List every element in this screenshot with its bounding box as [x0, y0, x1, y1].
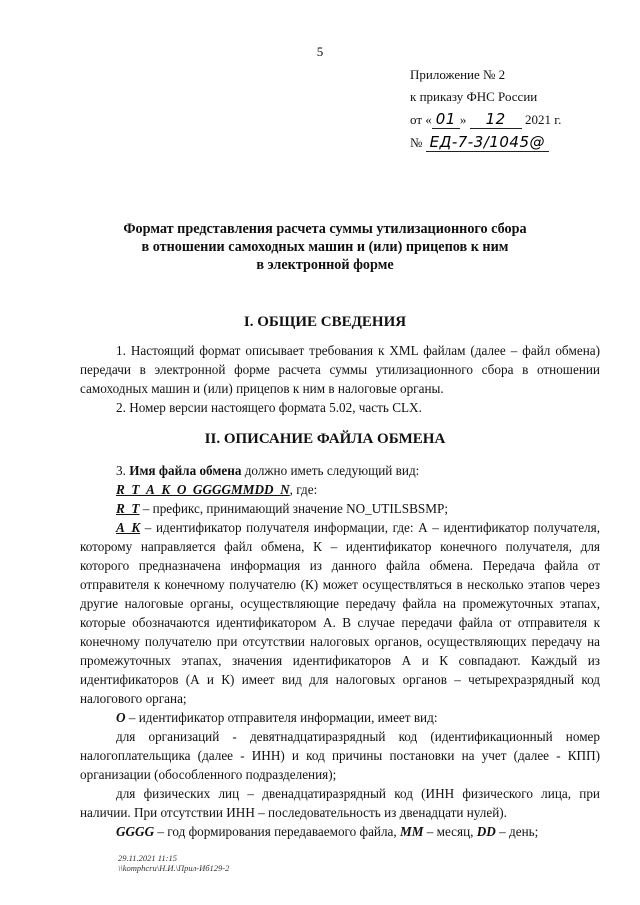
section-1-body: [80, 341, 600, 417]
file-footer: [118, 853, 229, 873]
o-label: O: [116, 710, 126, 725]
order-number-handwritten: ЕД-7-3/1045@: [426, 133, 549, 152]
ak-text: – идентификатор получателя информации, где: А – идентификатор получателя, которому направляется файл обмена, К – идентификатор конечного получателя, для которого предназначена информация из данного файла обмена. Передача файла от отправителя к конечному получателю (К) может осуществляться в несколько этапов через другие налоговые органы, осуществляющие передачу файла на промежуточных этапах, которые обозначаются идентификатором А. В случае передачи файла от отправителя к конечному получателю при отсутствии налоговых органов, осуществляющих передачу на промежуточных этапах, значения идентификаторов А и К совпадают. Каждый из идентификаторов (А и К) имеет вид для налоговых органов – четырехразрядный код налогового органа;: [80, 520, 600, 706]
o-definition: [80, 708, 600, 727]
o-text: – идентификатор отправителя информации, имеет вид:: [125, 710, 438, 725]
org-definition: для организаций - девятнадцатиразрядный код (идентификационный номер налогоплательщика (далее - ИНН) и код причины постановки на учет (далее - КПП) организации (обособленного подразделения);: [80, 729, 600, 782]
filename-pattern-line: [80, 480, 600, 499]
ak-label: A_K: [116, 520, 141, 535]
date-year: 2021 г.: [524, 112, 562, 127]
title-line-1: Формат представления расчета суммы утилизационного сбора: [123, 221, 527, 237]
rt-label: R_T: [116, 501, 140, 516]
footer-timestamp: 29.11.2021 11:15: [118, 853, 177, 863]
ak-definition: [80, 518, 600, 708]
pattern-suffix: , где:: [289, 482, 318, 497]
rt-text: – префикс, принимающий значение NO_UTILSBSMP;: [139, 501, 448, 516]
rt-definition: [80, 499, 600, 518]
date-mid: »: [459, 112, 467, 127]
appendix-line-1: Приложение № 2: [410, 67, 506, 82]
dd-label: DD: [476, 824, 496, 839]
mm-label: MM: [400, 824, 424, 839]
gggg-definition: [80, 822, 600, 841]
footer-path: \\komphcru\Н.И.\Прил-Иб129-2: [118, 863, 230, 873]
appendix-block: [410, 64, 620, 154]
p3-rest: должно иметь следующий вид:: [241, 463, 420, 478]
phys-definition: для физических лиц – двенадцатиразрядный код (ИНН физического лица, при наличии. При отсутствии ИНН – последовательность из двенадцати нулей).: [80, 786, 600, 820]
filename-pattern: R_T_A_K_O_GGGGMMDD_N: [116, 482, 290, 497]
p3-number: 3.: [116, 463, 130, 478]
title-line-3: в электронной форме: [256, 257, 394, 273]
p3-bold-term: Имя файла обмена: [129, 463, 242, 478]
title-line-2: в отношении самоходных машин и (или) прицепов к ним: [141, 239, 509, 255]
gggg-label: GGGG: [116, 824, 155, 839]
section-2-body: [80, 461, 600, 841]
paragraph-3: [80, 461, 600, 480]
date-day-handwritten: 01: [432, 110, 460, 129]
document-title: [60, 220, 590, 274]
order-prefix: №: [410, 135, 423, 150]
section-1-heading: I. ОБЩИЕ СВЕДЕНИЯ: [243, 314, 407, 330]
section-2-heading: II. ОПИСАНИЕ ФАЙЛА ОБМЕНА: [204, 431, 446, 447]
appendix-line-2: к приказу ФНС России: [410, 89, 538, 104]
mm-text: – месяц,: [423, 824, 477, 839]
appendix-date: [410, 108, 620, 131]
gggg-text: – год формирования передаваемого файла,: [154, 824, 401, 839]
date-prefix: от «: [410, 112, 432, 127]
dd-text: – день;: [495, 824, 539, 839]
appendix-order: [410, 131, 620, 154]
paragraph-1: 1. Настоящий формат описывает требования к XML файлам (далее – файл обмена) передачи в электронной форме расчета суммы утилизационного сбора в отношении самоходных машин и (или) прицепов к ним в налоговые органы.: [80, 343, 600, 396]
date-month-handwritten: 12: [470, 110, 522, 129]
paragraph-2: 2. Номер версии настоящего формата 5.02, часть CLX.: [116, 400, 422, 415]
page-number: 5: [316, 44, 324, 59]
